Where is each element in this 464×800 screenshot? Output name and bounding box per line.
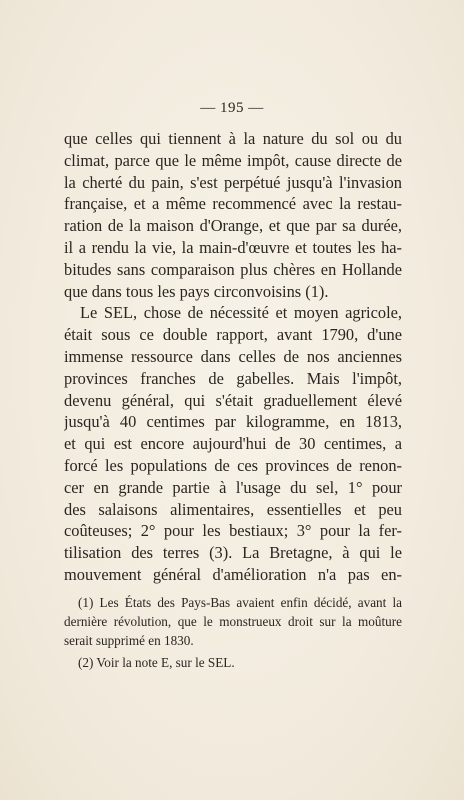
text-line: que dans tous les pays circonvoisins (1). (64, 281, 329, 301)
text-line: il a rendu la vie, la main-d'œuvre et toutes les ha- (64, 237, 402, 257)
text-line: immense ressource dans celles de nos anciennes (64, 346, 402, 366)
text-line: tilisation des terres (3). La Bretagne, à qui le (64, 543, 402, 563)
text-line: devenu général, qui s'était graduellement élevé (64, 390, 402, 410)
text-line: coûteuses; 2° pour les bestiaux; 3° pour la fer- (64, 521, 402, 541)
text-line: jusqu'à 40 centimes par kilogramme, en 1813, (64, 412, 402, 432)
footnote-line: (1) Les États des Pays-Bas avaient enfin décidé, avant la (78, 595, 402, 610)
text-line: mouvement général d'amélioration n'a pas en- (64, 564, 402, 584)
text-line: provinces franches de gabelles. Mais l'impôt, (64, 368, 402, 388)
footnotes (64, 593, 402, 672)
text-line: des salaisons alimentaires, essentielles et peu (64, 499, 402, 519)
text-line: la cherté du pain, s'est perpétué jusqu'à l'invasion (64, 172, 402, 192)
page-number: — 195 — (200, 100, 264, 116)
footnote-line: dernière révolution, que le monstrueux droit sur la moûture (64, 614, 402, 629)
text-line: bitudes sans comparaison plus chères en Hollande (64, 259, 402, 279)
body-text (64, 128, 402, 586)
footnote-line: serait supprimé en 1830. (64, 633, 194, 648)
footnote-line: (2) Voir la note E, sur le SEL. (78, 655, 235, 670)
text-line: française, et a même recommencé avec la restau- (64, 194, 402, 214)
text-line: climat, parce que le même impôt, cause directe de (64, 150, 402, 170)
text-line: ration de la maison d'Orange, et que par sa durée, (64, 216, 402, 236)
text-line: forcé les populations de ces provinces de renon- (64, 455, 402, 475)
text-line: cer en grande partie à l'usage du sel, 1° pour (64, 477, 402, 497)
text-line: était sous ce double rapport, avant 1790, d'une (64, 325, 402, 345)
text-line: et qui est encore aujourd'hui de 30 centimes, a (64, 434, 402, 454)
text-line: que celles qui tiennent à la nature du sol ou du (64, 129, 402, 148)
text-line-paragraph-start: Le SEL, chose de nécessité et moyen agricole, (80, 303, 402, 323)
